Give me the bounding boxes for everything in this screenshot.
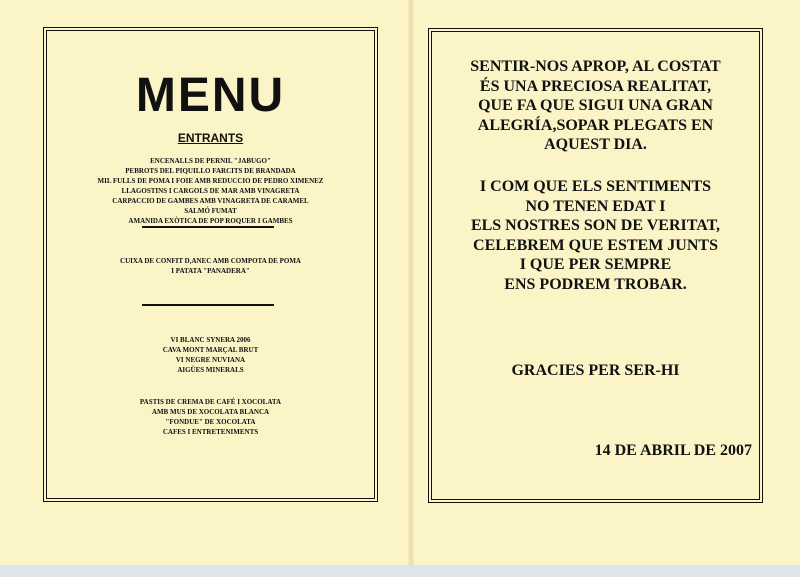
dessert-item: PASTIS DE CREMA DE CAFÉ I XOCOLATA <box>139 398 282 406</box>
drink-item: VI BLANC SYNERA 2006 <box>170 336 251 344</box>
thanks-line: GRACIES PER SER-HI <box>511 362 680 379</box>
dessert-item: "FONDUE" DE XOCOLATA <box>165 418 256 426</box>
message-panel <box>428 28 763 503</box>
message-line: AQUEST DIA. <box>544 136 647 153</box>
main-course-list <box>44 256 377 276</box>
divider <box>142 226 274 228</box>
drinks-list <box>44 335 377 375</box>
starter-item: MIL FULLS DE POMA I FOIE AMB REDUCCIO DE PEDRO XIMENEZ <box>97 177 324 185</box>
divider <box>142 304 274 306</box>
message-paragraph-1 <box>429 57 762 155</box>
drink-item: CAVA MONT MARÇAL BRUT <box>162 346 259 354</box>
starter-item: AMANIDA EXÒTICA DE POP ROQUER I GAMBES <box>128 217 293 225</box>
menu-title: MENU <box>135 69 286 122</box>
card-fold <box>408 0 414 565</box>
message-line: ÉS UNA PRECIOSA REALITAT, <box>479 77 712 95</box>
message-line: SENTIR-NOS APROP, AL COSTAT <box>470 58 721 75</box>
dessert-item: AMB MUS DE XOCOLATA BLANCA <box>151 408 270 416</box>
message-paragraph-2 <box>429 177 762 294</box>
bottom-strip <box>0 565 800 577</box>
desserts-list <box>44 397 377 437</box>
starter-item: LLAGOSTINS I CARGOLS DE MAR AMB VINAGRETA <box>121 187 300 195</box>
message-line: CELEBREM QUE ESTEM JUNTS <box>473 236 718 254</box>
event-date: 14 DE ABRIL DE 2007 <box>594 442 752 459</box>
message-line: ALEGRÍA,SOPAR PLEGATS EN <box>477 116 714 134</box>
main-course-item: I PATATA "PANADERA" <box>171 267 250 275</box>
starter-item: ENCENALLS DE PERNIL "JABUGO" <box>150 157 271 165</box>
menu-panel <box>43 27 378 502</box>
starters-list <box>44 156 377 226</box>
message-line: I QUE PER SEMPRE <box>519 256 672 273</box>
starter-item: CARPACCIO DE GAMBES AMB VINAGRETA DE CARAMEL <box>112 197 309 205</box>
drink-item: AIGÜES MINERALS <box>177 366 244 374</box>
message-line: ENS PODREM TROBAR. <box>504 275 687 293</box>
message-line: QUE FA QUE SIGUI UNA GRAN <box>478 97 713 114</box>
drink-item: VI NEGRE NUVIANA <box>175 356 246 364</box>
message-line: ELS NOSTRES SON DE VERITAT, <box>470 217 721 234</box>
starter-item: PEBROTS DEL PIQUILLO FARCITS DE BRANDADA <box>125 167 296 175</box>
dessert-item: CAFES I ENTRETENIMENTS <box>162 428 259 436</box>
starters-heading: ENTRANTS <box>177 131 244 145</box>
message-line: I COM QUE ELS SENTIMENTS <box>479 178 712 195</box>
message-line: NO TENEN EDAT I <box>525 197 666 215</box>
starter-item: SALMÓ FUMAT <box>184 207 237 215</box>
main-course-item: CUIXA DE CONFIT D,ANEC AMB COMPOTA DE POMA <box>120 257 301 265</box>
